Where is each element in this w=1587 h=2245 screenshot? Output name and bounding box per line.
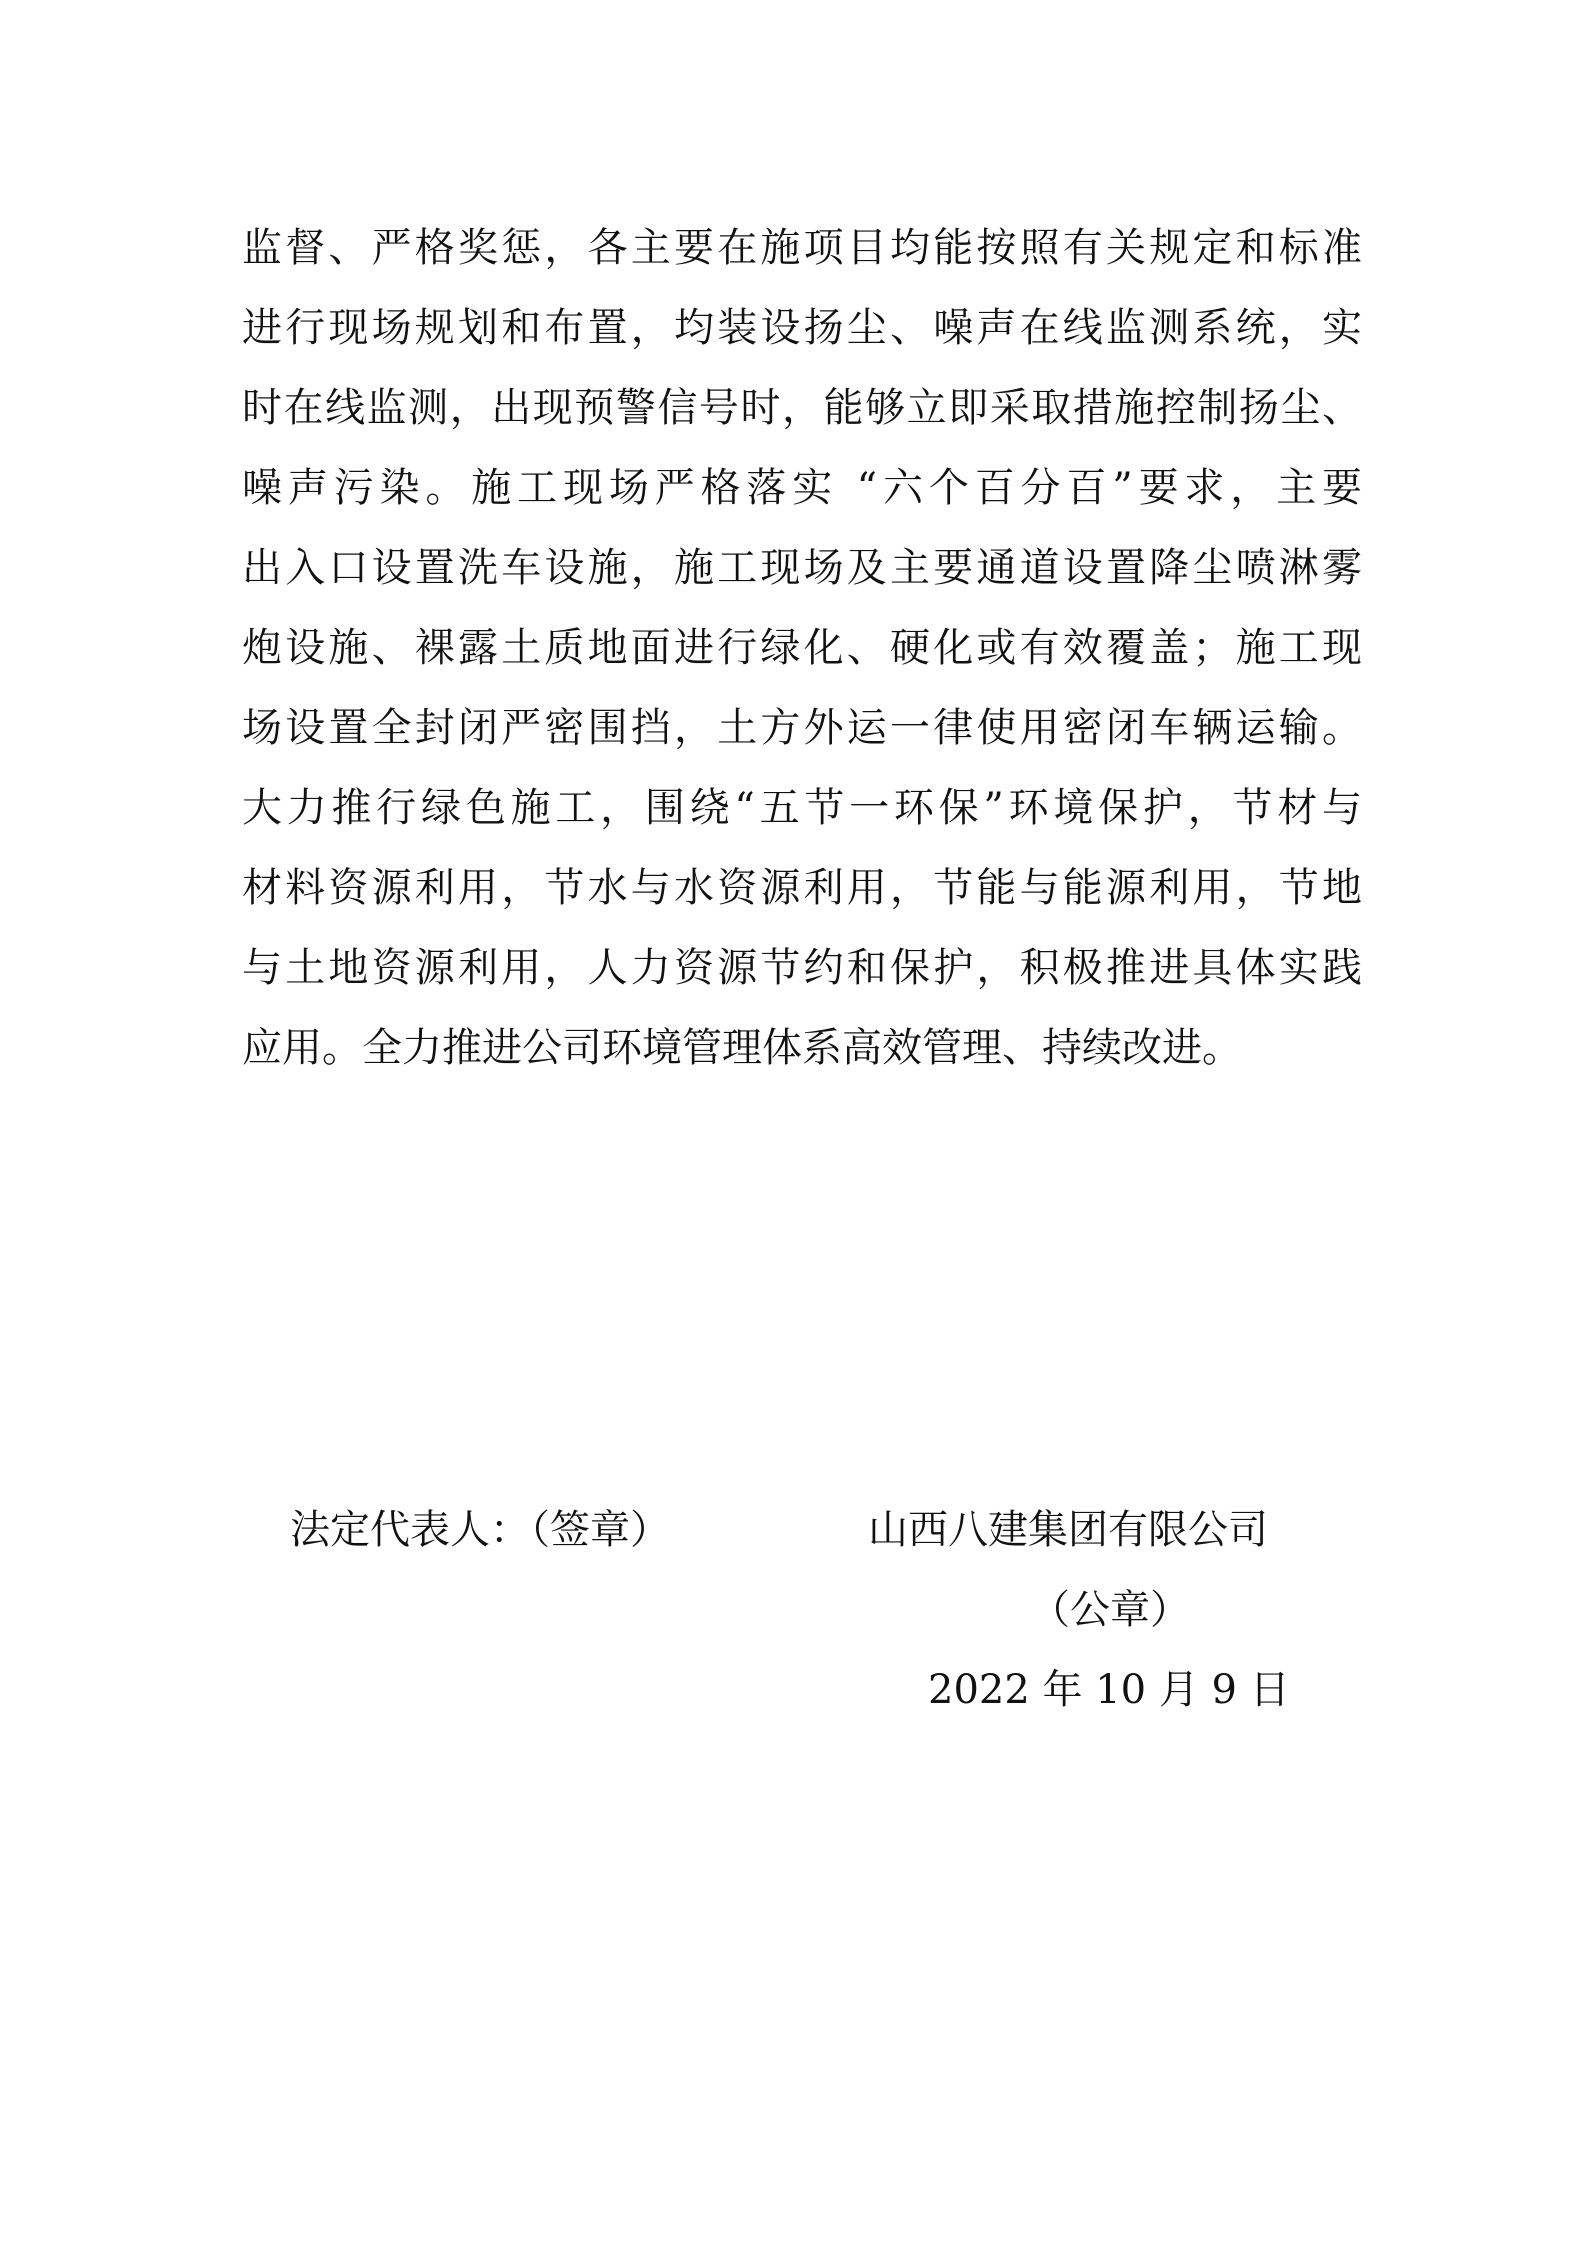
body-line: 炮设施、裸露土质地面进行绿化、硬化或有效覆盖；施工现 <box>242 625 1362 671</box>
body-line: 大力推行绿色施工，围绕“五节一环保”环境保护，节材与 <box>242 785 1362 831</box>
body-line: 场设置全封闭严密围挡，土方外运一律使用密闭车辆运输。 <box>242 705 1362 751</box>
body-line: 材料资源利用，节水与水资源利用，节能与能源利用，节地 <box>242 865 1362 911</box>
body-line: 噪声污染。施工现场严格落实 “六个百分百”要求，主要 <box>242 465 1362 511</box>
body-paragraph <box>242 208 1362 1088</box>
body-line: 时在线监测，出现预警信号时，能够立即采取措施控制扬尘、 <box>242 385 1362 431</box>
body-line: 应用。全力推进公司环境管理体系高效管理、持续改进。 <box>242 1025 1242 1071</box>
body-line: 出入口设置洗车设施，施工现场及主要通道设置降尘喷淋雾 <box>242 545 1362 591</box>
company-seal-label: （公章） <box>1030 1587 1190 1633</box>
body-line: 与土地资源利用，人力资源节约和保护，积极推进具体实践 <box>242 945 1362 991</box>
legal-representative-label: 法定代表人：（签章） <box>290 1507 670 1553</box>
company-name: 山西八建集团有限公司 <box>868 1507 1268 1553</box>
body-line: 进行现场规划和布置，均装设扬尘、噪声在线监测系统，实 <box>242 305 1362 351</box>
document-date: 2022 年 10 月 9 日 <box>928 1667 1290 1713</box>
body-line: 监督、严格奖惩，各主要在施项目均能按照有关规定和标准 <box>242 225 1362 271</box>
